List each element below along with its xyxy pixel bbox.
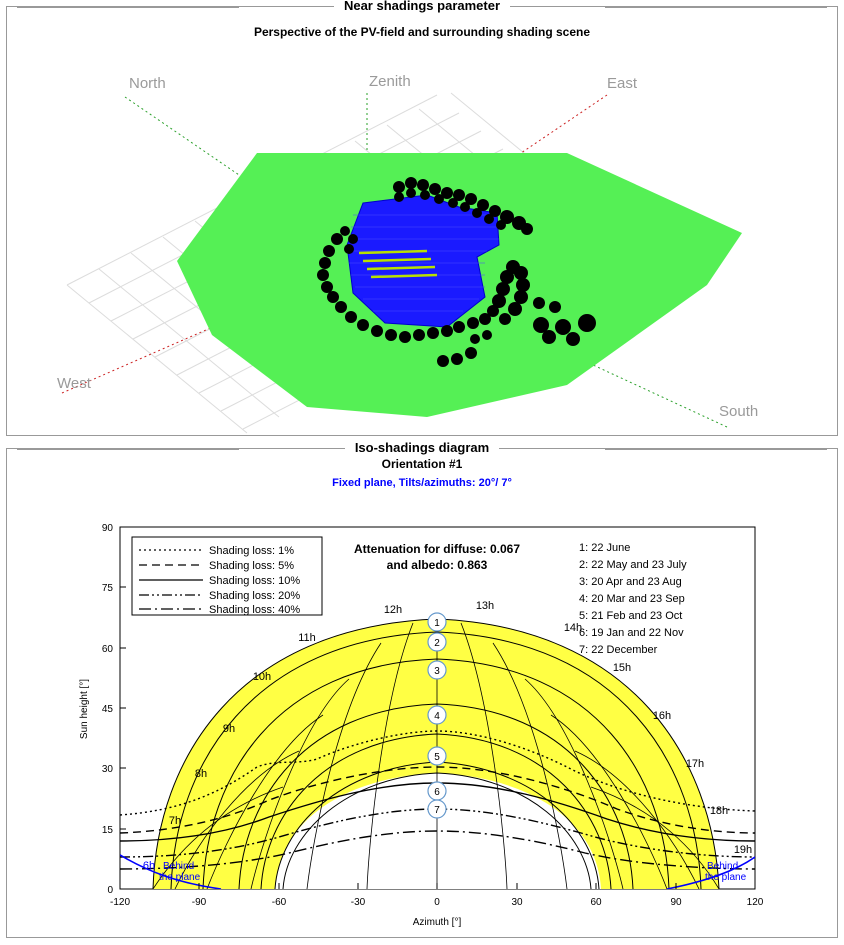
date-legend-5: 5: 21 Feb and 23 Oct (579, 610, 683, 622)
day-marker-6: 6 (434, 787, 440, 798)
iso-shadings-title (7, 440, 837, 455)
scene-label-east: East (607, 75, 638, 92)
behind-plane-label-right: Behind (707, 861, 739, 872)
x-axis-title: Azimuth [°] (412, 917, 462, 928)
x-tick-120: 120 (746, 897, 764, 908)
hour-label-15h: 15h (612, 662, 632, 674)
x-tick--60: -60 (271, 897, 287, 908)
day-marker-4: 4 (434, 711, 440, 722)
y-tick-60: 60 (101, 644, 113, 655)
y-tick-45: 45 (101, 704, 113, 715)
y-tick-30: 30 (101, 764, 113, 775)
hour-label-19h: 19h (733, 844, 753, 856)
date-legend-6: 6: 19 Jan and 22 Nov (579, 627, 684, 639)
hour-label-17h: 17h (685, 758, 705, 770)
hour-label-9h: 9h (222, 723, 236, 735)
day-marker-1: 1 (434, 618, 440, 629)
y-tick-75: 75 (101, 583, 113, 594)
x-tick-30: 30 (511, 897, 523, 908)
behind-plane-label-left: Behind (163, 861, 195, 872)
date-legend-7: 7: 22 December (579, 644, 658, 656)
orientation-label: Orientation #1 (381, 457, 463, 471)
pv-field-3d-scene (7, 35, 837, 435)
iso-shadings-chart (7, 519, 837, 939)
near-shadings-title (7, 0, 837, 13)
y-tick-15: 15 (101, 825, 113, 836)
legend-label-1: Shading loss: 1% (209, 545, 294, 557)
date-legend-4: 4: 20 Mar and 23 Sep (579, 593, 685, 605)
day-marker-3: 3 (434, 666, 440, 677)
hour-label-14h: 14h (563, 622, 583, 634)
hour-label-6h: 6h (142, 860, 156, 872)
x-tick-90: 90 (670, 897, 682, 908)
y-tick-0: 0 (107, 885, 113, 896)
day-marker-5: 5 (434, 752, 440, 763)
hour-label-13h: 13h (475, 600, 495, 612)
hour-label-7h: 7h (168, 815, 182, 827)
hour-label-8h: 8h (194, 768, 208, 780)
x-tick--120: -120 (109, 897, 131, 908)
iso-chart-svg (7, 519, 837, 939)
legend-label-2: Shading loss: 5% (209, 560, 294, 572)
scene-label-zenith: Zenith (369, 73, 411, 90)
y-tick-90: 90 (101, 523, 113, 534)
scene-label-west: West (57, 375, 91, 392)
day-marker-7: 7 (434, 805, 440, 816)
hour-label-16h: 16h (652, 710, 672, 722)
legend-label-4: Shading loss: 20% (209, 590, 301, 602)
y-axis-title: Sun height [°] (79, 678, 90, 740)
hour-label-18h: 18h (709, 805, 729, 817)
annotation-attenuation-diffuse: Attenuation for diffuse: 0.067 (353, 542, 521, 556)
behind-plane-label-right-2: the plane (705, 872, 747, 883)
date-legend-1: 1: 22 June (579, 542, 631, 554)
legend-label-3: Shading loss: 10% (209, 575, 301, 587)
x-tick--90: -90 (191, 897, 207, 908)
day-marker-2: 2 (434, 638, 440, 649)
behind-plane-label-left-2: the plane (159, 872, 201, 883)
annotation-albedo: and albedo: 0.863 (386, 558, 488, 572)
x-tick-60: 60 (590, 897, 602, 908)
hour-label-12h: 12h (383, 604, 403, 616)
hour-label-11h: 11h (298, 632, 316, 644)
plane-info-label: Fixed plane, Tilts/azimuths: 20°/ 7° (332, 477, 512, 489)
iso-shadings-title-text: Iso-shadings diagram (345, 440, 499, 455)
scene-svg (7, 35, 837, 435)
scene-label-south: South (719, 403, 759, 420)
scene-label-north: North (129, 75, 166, 92)
hour-label-10h: 10h (252, 671, 272, 683)
near-shadings-title-text: Near shadings parameter (334, 0, 510, 13)
legend-label-5: Shading loss: 40% (209, 604, 301, 616)
date-legend-2: 2: 22 May and 23 July (579, 559, 687, 571)
x-tick--30: -30 (350, 897, 366, 908)
near-shadings-subtitle: Perspective of the PV-field and surrounding shading scene (253, 25, 591, 39)
iso-shadings-panel (6, 440, 838, 938)
x-tick-0: 0 (434, 897, 440, 908)
date-legend-3: 3: 20 Apr and 23 Aug (579, 576, 682, 588)
near-shadings-panel (6, 0, 838, 436)
